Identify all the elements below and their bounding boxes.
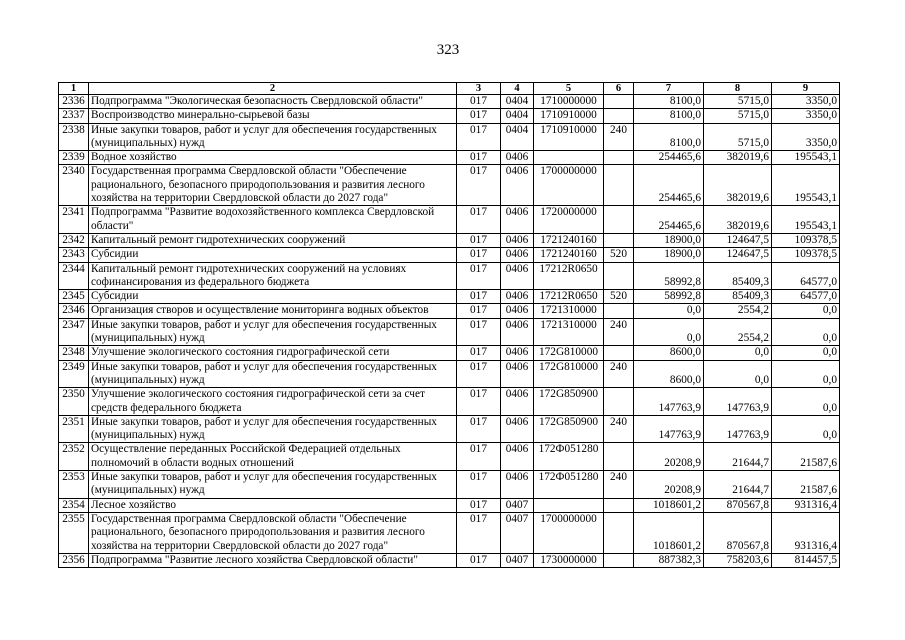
table-row — [59, 512, 840, 553]
header-cell-3: 3 — [457, 83, 501, 95]
amount-cell-9: 0,0 — [772, 318, 840, 346]
row-number-cell: 2349 — [59, 360, 89, 388]
amount-cell-9: 814457,5 — [772, 553, 840, 567]
table-row — [59, 109, 840, 123]
description-line: Государственная программа Свердловской области "Обеспечение — [91, 165, 407, 178]
code-cell-4: 0406 — [501, 248, 534, 262]
code-cell-6 — [604, 151, 634, 165]
description-line: Иные закупки товаров, работ и услуг для обеспечения государственных — [91, 123, 437, 136]
description-line: Подпрограмма "Развитие водохозяйственного комплекса Свердловской — [91, 206, 435, 219]
description-cell — [89, 346, 457, 360]
description-line: Иные закупки товаров, работ и услуг для обеспечения государственных — [91, 471, 437, 484]
row-number-cell: 2340 — [59, 165, 89, 206]
code-cell-4: 0404 — [501, 109, 534, 123]
description-line: полномочий в области водных отношений — [91, 456, 294, 469]
description-line: рационального, безопасного природопользования и развития лесного — [91, 526, 425, 539]
description-line: Государственная программа Свердловской области "Обеспечение — [91, 512, 407, 525]
code-cell-4: 0406 — [501, 151, 534, 165]
amount-cell-9: 3350,0 — [772, 123, 840, 151]
description-line: (муниципальных) нужд — [91, 332, 205, 345]
code-cell-4: 0406 — [501, 415, 534, 443]
amount-cell-8: 870567,8 — [704, 498, 772, 512]
description-line: средств федерального бюджета — [91, 401, 242, 414]
description-line: софинансирования из федерального бюджета — [91, 275, 310, 288]
code-cell-6: 240 — [604, 123, 634, 151]
amount-cell-8: 758203,6 — [704, 553, 772, 567]
description-line: Капитальный ремонт гидротехнических сооружений на условиях — [91, 262, 407, 275]
amount-cell-8: 382019,6 — [704, 165, 772, 206]
page-number: 323 — [436, 42, 460, 58]
amount-cell-9: 109378,5 — [772, 248, 840, 262]
amount-cell-8: 124647,5 — [704, 233, 772, 247]
table-row — [59, 233, 840, 247]
amount-cell-8: 382019,6 — [704, 206, 772, 234]
description-line: хозяйства на территории Свердловской области до 2027 года" — [91, 539, 389, 552]
code-cell-5: 1721310000 — [534, 304, 604, 318]
description-line: Улучшение экологического состояния гидрографической сети за счет — [91, 388, 425, 401]
description-line: Улучшение экологического состояния гидрографической сети — [91, 346, 390, 359]
header-cell-9: 9 — [772, 83, 840, 95]
description-cell — [89, 512, 457, 553]
code-cell-4: 0406 — [501, 471, 534, 499]
code-cell-5: 1710910000 — [534, 123, 604, 151]
description-cell — [89, 151, 457, 165]
description-line: Иные закупки товаров, работ и услуг для обеспечения государственных — [91, 360, 437, 373]
code-cell-5: 17212R0650 — [534, 262, 604, 290]
code-cell-5: 1721240160 — [534, 233, 604, 247]
description-line: Иные закупки товаров, работ и услуг для обеспечения государственных — [91, 318, 437, 331]
description-cell — [89, 415, 457, 443]
description-cell — [89, 248, 457, 262]
table-row — [59, 262, 840, 290]
code-cell-3: 017 — [457, 290, 501, 304]
description-cell — [89, 471, 457, 499]
table-row — [59, 165, 840, 206]
code-cell-4: 0407 — [501, 498, 534, 512]
description-line: Осуществление переданных Российской Федерацией отдельных — [91, 443, 401, 456]
amount-cell-8: 147763,9 — [704, 415, 772, 443]
description-cell — [89, 262, 457, 290]
amount-cell-7: 18900,0 — [634, 233, 704, 247]
code-cell-6 — [604, 443, 634, 471]
code-cell-3: 017 — [457, 233, 501, 247]
description-line: Капитальный ремонт гидротехнических сооружений — [91, 233, 346, 246]
amount-cell-8: 382019,6 — [704, 151, 772, 165]
code-cell-5 — [534, 498, 604, 512]
amount-cell-9: 21587,6 — [772, 471, 840, 499]
table-row — [59, 290, 840, 304]
code-cell-5: 1730000000 — [534, 553, 604, 567]
code-cell-5: 1721240160 — [534, 248, 604, 262]
code-cell-3: 017 — [457, 360, 501, 388]
description-cell — [89, 318, 457, 346]
code-cell-4: 0406 — [501, 443, 534, 471]
amount-cell-9: 64577,0 — [772, 290, 840, 304]
header-cell-2: 2 — [89, 83, 457, 95]
code-cell-3: 017 — [457, 553, 501, 567]
code-cell-5: 1700000000 — [534, 165, 604, 206]
table-row — [59, 95, 840, 109]
header-cell-5: 5 — [534, 83, 604, 95]
row-number-cell: 2348 — [59, 346, 89, 360]
amount-cell-7: 0,0 — [634, 304, 704, 318]
table-row — [59, 360, 840, 388]
amount-cell-9: 195543,1 — [772, 206, 840, 234]
amount-cell-7: 0,0 — [634, 318, 704, 346]
code-cell-6 — [604, 95, 634, 109]
code-cell-6: 240 — [604, 318, 634, 346]
code-cell-5: 172Ф051280 — [534, 471, 604, 499]
code-cell-6 — [604, 498, 634, 512]
description-line: Подпрограмма "Экологическая безопасность Свердловской области" — [91, 95, 423, 107]
code-cell-6 — [604, 388, 634, 416]
description-cell — [89, 443, 457, 471]
table-row — [59, 123, 840, 151]
code-cell-6 — [604, 262, 634, 290]
amount-cell-8: 2554,2 — [704, 304, 772, 318]
amount-cell-7: 8600,0 — [634, 346, 704, 360]
description-line: (муниципальных) нужд — [91, 136, 205, 149]
amount-cell-8: 21644,7 — [704, 471, 772, 499]
row-number-cell: 2354 — [59, 498, 89, 512]
amount-cell-9: 931316,4 — [772, 498, 840, 512]
amount-cell-9: 3350,0 — [772, 95, 840, 109]
code-cell-6: 520 — [604, 248, 634, 262]
row-number-cell: 2343 — [59, 248, 89, 262]
header-cell-7: 7 — [634, 83, 704, 95]
amount-cell-9: 0,0 — [772, 415, 840, 443]
description-line: (муниципальных) нужд — [91, 373, 205, 386]
amount-cell-9: 931316,4 — [772, 512, 840, 553]
amount-cell-7: 8100,0 — [634, 109, 704, 123]
code-cell-6 — [604, 233, 634, 247]
code-cell-6: 240 — [604, 415, 634, 443]
description-line: Организация створов и осуществление мониторинга водных объектов — [91, 304, 429, 317]
row-number-cell: 2336 — [59, 95, 89, 109]
amount-cell-8: 5715,0 — [704, 95, 772, 109]
amount-cell-7: 147763,9 — [634, 388, 704, 416]
amount-cell-7: 8100,0 — [634, 95, 704, 109]
code-cell-4: 0406 — [501, 360, 534, 388]
code-cell-4: 0406 — [501, 346, 534, 360]
description-line: (муниципальных) нужд — [91, 429, 205, 442]
code-cell-4: 0407 — [501, 553, 534, 567]
row-number-cell: 2346 — [59, 304, 89, 318]
amount-cell-7: 254465,6 — [634, 165, 704, 206]
description-cell — [89, 109, 457, 123]
table-row — [59, 415, 840, 443]
table-row — [59, 553, 840, 567]
code-cell-5: 1710910000 — [534, 109, 604, 123]
code-cell-3: 017 — [457, 498, 501, 512]
table-row — [59, 206, 840, 234]
amount-cell-9: 3350,0 — [772, 109, 840, 123]
code-cell-6: 240 — [604, 471, 634, 499]
amount-cell-8: 5715,0 — [704, 109, 772, 123]
description-line: Водное хозяйство — [91, 151, 177, 164]
code-cell-6 — [604, 304, 634, 318]
amount-cell-7: 8600,0 — [634, 360, 704, 388]
code-cell-4: 0404 — [501, 95, 534, 109]
amount-cell-8: 85409,3 — [704, 262, 772, 290]
table-row — [59, 151, 840, 165]
row-number-cell: 2344 — [59, 262, 89, 290]
table-header — [59, 83, 840, 95]
code-cell-6: 520 — [604, 290, 634, 304]
code-cell-6 — [604, 206, 634, 234]
amount-cell-9: 0,0 — [772, 388, 840, 416]
code-cell-6 — [604, 512, 634, 553]
amount-cell-7: 20208,9 — [634, 443, 704, 471]
code-cell-4: 0406 — [501, 388, 534, 416]
description-cell — [89, 360, 457, 388]
code-cell-6 — [604, 165, 634, 206]
code-cell-3: 017 — [457, 346, 501, 360]
amount-cell-8: 147763,9 — [704, 388, 772, 416]
code-cell-3: 017 — [457, 388, 501, 416]
code-cell-5: 17212R0650 — [534, 290, 604, 304]
code-cell-3: 017 — [457, 443, 501, 471]
amount-cell-9: 109378,5 — [772, 233, 840, 247]
code-cell-6 — [604, 346, 634, 360]
amount-cell-8: 2554,2 — [704, 318, 772, 346]
code-cell-3: 017 — [457, 512, 501, 553]
description-line: рационального, безопасного природопользования и развития лесного — [91, 178, 425, 191]
code-cell-3: 017 — [457, 206, 501, 234]
code-cell-5: 172G850900 — [534, 388, 604, 416]
description-line: области" — [91, 219, 134, 232]
description-cell — [89, 304, 457, 318]
table-row — [59, 443, 840, 471]
description-line: Подпрограмма "Развитие лесного хозяйства Свердловской области" — [91, 553, 418, 566]
amount-cell-9: 195543,1 — [772, 165, 840, 206]
description-line: Иные закупки товаров, работ и услуг для обеспечения государственных — [91, 415, 437, 428]
code-cell-4: 0407 — [501, 512, 534, 553]
amount-cell-8: 124647,5 — [704, 248, 772, 262]
code-cell-3: 017 — [457, 151, 501, 165]
description-cell — [89, 206, 457, 234]
table-row — [59, 388, 840, 416]
amount-cell-8: 0,0 — [704, 346, 772, 360]
amount-cell-7: 58992,8 — [634, 290, 704, 304]
table-row — [59, 471, 840, 499]
amount-cell-8: 85409,3 — [704, 290, 772, 304]
row-number-cell: 2345 — [59, 290, 89, 304]
row-number-cell: 2337 — [59, 109, 89, 123]
header-cell-1: 1 — [59, 83, 89, 95]
amount-cell-8: 21644,7 — [704, 443, 772, 471]
amount-cell-7: 58992,8 — [634, 262, 704, 290]
row-number-cell: 2356 — [59, 553, 89, 567]
code-cell-5: 172G810000 — [534, 360, 604, 388]
amount-cell-7: 887382,3 — [634, 553, 704, 567]
code-cell-5: 1710000000 — [534, 95, 604, 109]
description-line: хозяйства на территории Свердловской области до 2027 года" — [91, 192, 389, 205]
code-cell-4: 0406 — [501, 262, 534, 290]
description-cell — [89, 95, 457, 109]
description-cell — [89, 498, 457, 512]
code-cell-5: 1720000000 — [534, 206, 604, 234]
row-number-cell: 2350 — [59, 388, 89, 416]
code-cell-5: 172G850900 — [534, 415, 604, 443]
description-line: Лесное хозяйство — [91, 498, 176, 511]
amount-cell-9: 21587,6 — [772, 443, 840, 471]
code-cell-4: 0406 — [501, 290, 534, 304]
row-number-cell: 2352 — [59, 443, 89, 471]
code-cell-6 — [604, 553, 634, 567]
header-cell-4: 4 — [501, 83, 534, 95]
code-cell-3: 017 — [457, 415, 501, 443]
amount-cell-7: 1018601,2 — [634, 498, 704, 512]
row-number-cell: 2347 — [59, 318, 89, 346]
code-cell-3: 017 — [457, 248, 501, 262]
description-line: Воспроизводство минерально-сырьевой базы — [91, 109, 310, 122]
row-number-cell: 2355 — [59, 512, 89, 553]
amount-cell-8: 5715,0 — [704, 123, 772, 151]
code-cell-5: 1721310000 — [534, 318, 604, 346]
code-cell-3: 017 — [457, 318, 501, 346]
code-cell-6: 240 — [604, 360, 634, 388]
table-body — [59, 95, 840, 568]
amount-cell-9: 195543,1 — [772, 151, 840, 165]
table-row — [59, 498, 840, 512]
row-number-cell: 2342 — [59, 233, 89, 247]
code-cell-5 — [534, 151, 604, 165]
row-number-cell: 2339 — [59, 151, 89, 165]
row-number-cell: 2353 — [59, 471, 89, 499]
code-cell-4: 0406 — [501, 304, 534, 318]
row-number-cell: 2341 — [59, 206, 89, 234]
amount-cell-7: 254465,6 — [634, 151, 704, 165]
header-row — [59, 83, 840, 95]
code-cell-4: 0404 — [501, 123, 534, 151]
description-cell — [89, 290, 457, 304]
table-row — [59, 318, 840, 346]
code-cell-3: 017 — [457, 123, 501, 151]
row-number-cell: 2338 — [59, 123, 89, 151]
table-row — [59, 346, 840, 360]
amount-cell-7: 20208,9 — [634, 471, 704, 499]
amount-cell-7: 1018601,2 — [634, 512, 704, 553]
code-cell-3: 017 — [457, 471, 501, 499]
amount-cell-9: 0,0 — [772, 346, 840, 360]
code-cell-4: 0406 — [501, 206, 534, 234]
amount-cell-9: 0,0 — [772, 360, 840, 388]
amount-cell-8: 0,0 — [704, 360, 772, 388]
code-cell-4: 0406 — [501, 165, 534, 206]
code-cell-5: 172Ф051280 — [534, 443, 604, 471]
code-cell-4: 0406 — [501, 233, 534, 247]
description-cell — [89, 123, 457, 151]
description-cell — [89, 165, 457, 206]
code-cell-3: 017 — [457, 95, 501, 109]
amount-cell-8: 870567,8 — [704, 512, 772, 553]
code-cell-3: 017 — [457, 109, 501, 123]
header-cell-8: 8 — [704, 83, 772, 95]
amount-cell-7: 254465,6 — [634, 206, 704, 234]
code-cell-5: 172G810000 — [534, 346, 604, 360]
data-table — [58, 82, 840, 568]
table-row — [59, 304, 840, 318]
amount-cell-9: 0,0 — [772, 304, 840, 318]
description-line: (муниципальных) нужд — [91, 484, 205, 497]
amount-cell-7: 8100,0 — [634, 123, 704, 151]
table-row — [59, 248, 840, 262]
amount-cell-7: 147763,9 — [634, 415, 704, 443]
code-cell-5: 1700000000 — [534, 512, 604, 553]
code-cell-3: 017 — [457, 262, 501, 290]
code-cell-6 — [604, 109, 634, 123]
code-cell-3: 017 — [457, 304, 501, 318]
amount-cell-7: 18900,0 — [634, 248, 704, 262]
code-cell-4: 0406 — [501, 318, 534, 346]
description-cell — [89, 388, 457, 416]
description-cell — [89, 233, 457, 247]
amount-cell-9: 64577,0 — [772, 262, 840, 290]
description-line: Субсидии — [91, 248, 139, 261]
description-line: Субсидии — [91, 290, 139, 303]
header-cell-6: 6 — [604, 83, 634, 95]
code-cell-3: 017 — [457, 165, 501, 206]
row-number-cell: 2351 — [59, 415, 89, 443]
description-cell — [89, 553, 457, 567]
